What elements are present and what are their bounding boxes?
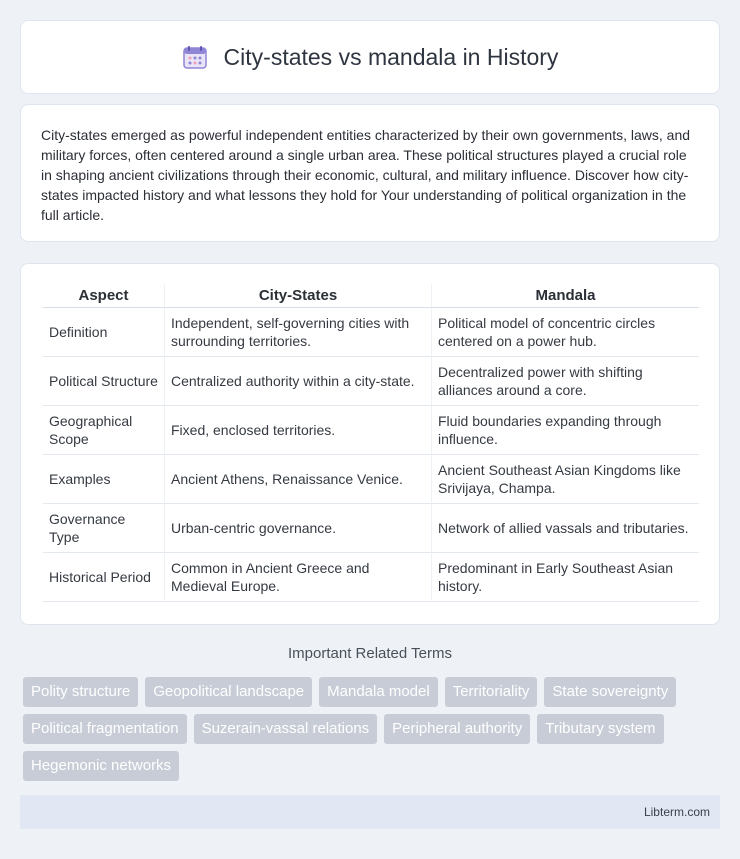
column-header-mandala: Mandala <box>431 284 699 308</box>
related-term-tag[interactable]: Political fragmentation <box>23 714 187 744</box>
cell-city-states: Common in Ancient Greece and Medieval Europe. <box>164 553 431 602</box>
related-term-tag[interactable]: Suzerain-vassal relations <box>194 714 378 744</box>
related-term-tag[interactable]: Polity structure <box>23 677 138 707</box>
intro-card <box>20 104 720 242</box>
cell-mandala: Fluid boundaries expanding through influence. <box>431 406 699 455</box>
cell-mandala: Ancient Southeast Asian Kingdoms like Srivijaya, Champa. <box>431 455 699 504</box>
related-terms-title: Important Related Terms <box>288 645 452 662</box>
cell-aspect: Governance Type <box>43 504 164 553</box>
title-card <box>20 20 720 94</box>
related-term-tag[interactable]: Hegemonic networks <box>23 751 179 781</box>
footer <box>20 795 720 829</box>
comparison-card <box>20 263 720 625</box>
footer-site-link[interactable]: Libterm.com <box>643 805 710 819</box>
page-title: City-states vs mandala in History <box>223 43 559 70</box>
cell-mandala: Decentralized power with shifting alliances around a core. <box>431 357 699 406</box>
table-row <box>43 357 699 406</box>
cell-city-states: Independent, self-governing cities with surrounding territories. <box>164 308 431 357</box>
table-row <box>43 455 699 504</box>
related-terms-list <box>23 677 723 781</box>
cell-aspect: Definition <box>43 308 164 357</box>
table-row <box>43 308 699 357</box>
cell-mandala: Predominant in Early Southeast Asian history. <box>431 553 699 602</box>
related-term-tag[interactable]: Geopolitical landscape <box>145 677 312 707</box>
comparison-table <box>43 284 699 602</box>
related-term-tag[interactable]: Tributary system <box>537 714 663 744</box>
table-header-row <box>43 284 699 308</box>
cell-mandala: Political model of concentric circles centered on a power hub. <box>431 308 699 357</box>
intro-paragraph: City-states emerged as powerful independent entities characterized by their own governments, laws, and military forces, often centered around a single urban area. These political structures played a crucial role in shaping ancient civilizations through their economic, cultural, and military influence. Discover how city-states impacted history and what lessons they hold for Your understanding of political organization in the full article. <box>41 127 691 223</box>
cell-city-states: Urban-centric governance. <box>164 504 431 553</box>
calendar-icon <box>182 44 208 70</box>
table-row <box>43 406 699 455</box>
related-term-tag[interactable]: Peripheral authority <box>384 714 530 744</box>
table-row <box>43 504 699 553</box>
table-row <box>43 553 699 602</box>
cell-city-states: Fixed, enclosed territories. <box>164 406 431 455</box>
related-term-tag[interactable]: Territoriality <box>445 677 538 707</box>
cell-aspect: Geographical Scope <box>43 406 164 455</box>
related-term-tag[interactable]: State sovereignty <box>544 677 676 707</box>
column-header-aspect: Aspect <box>43 284 164 308</box>
cell-city-states: Ancient Athens, Renaissance Venice. <box>164 455 431 504</box>
cell-aspect: Examples <box>43 455 164 504</box>
related-term-tag[interactable]: Mandala model <box>319 677 438 707</box>
cell-mandala: Network of allied vassals and tributaries. <box>431 504 699 553</box>
cell-city-states: Centralized authority within a city-state. <box>164 357 431 406</box>
column-header-city-states: City-States <box>164 284 431 308</box>
cell-aspect: Political Structure <box>43 357 164 406</box>
cell-aspect: Historical Period <box>43 553 164 602</box>
